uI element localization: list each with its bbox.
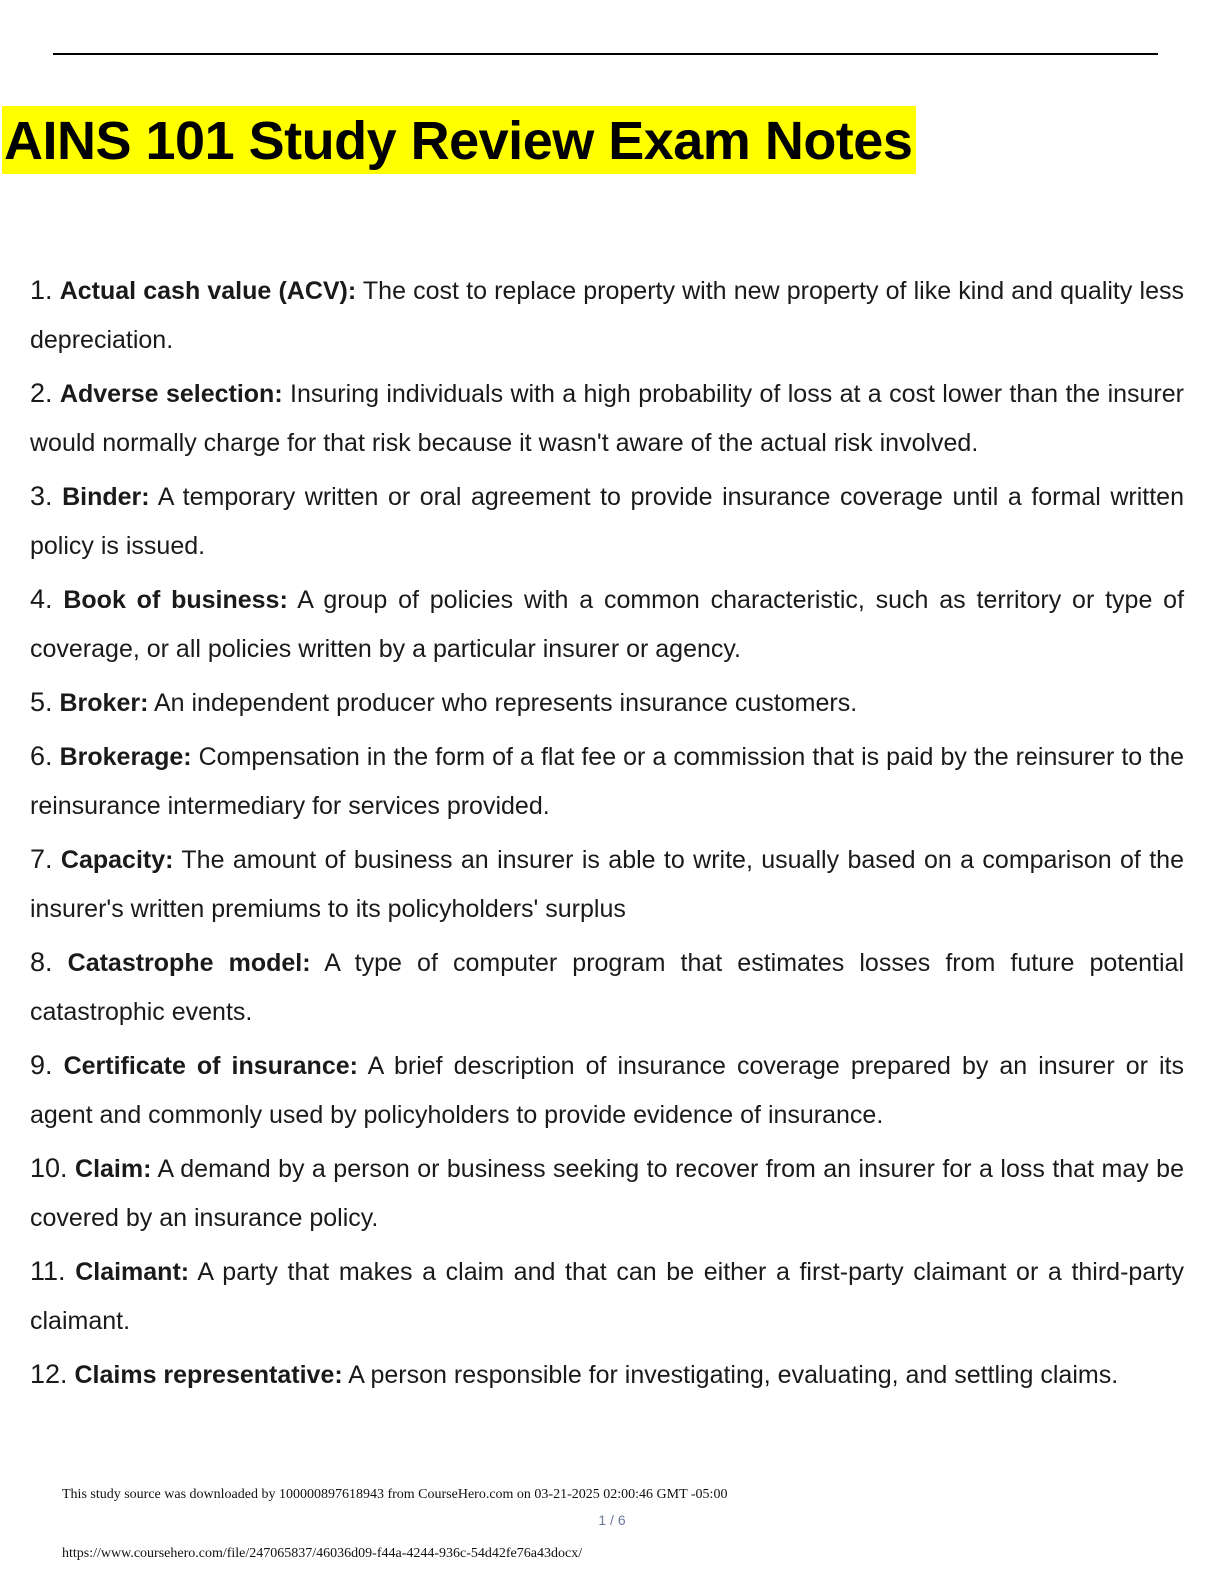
item-number: 12. bbox=[30, 1359, 68, 1389]
term-definition: A person responsible for investigating, evaluating, and settling claims. bbox=[342, 1361, 1119, 1389]
glossary-item bbox=[30, 1041, 1184, 1140]
term-name: Book of business: bbox=[63, 586, 288, 614]
term-definition: A group of policies with a common characteristic, such as territory or type of coverage, or all policies written by a particular insurer or agency. bbox=[30, 586, 1185, 663]
glossary-item bbox=[30, 678, 1184, 728]
item-number: 1. bbox=[30, 275, 53, 305]
page-indicator: 1 / 6 bbox=[598, 1512, 626, 1528]
glossary-item bbox=[30, 835, 1184, 934]
item-number: 10. bbox=[30, 1153, 68, 1183]
term-name: Certificate of insurance: bbox=[63, 1052, 358, 1080]
download-source-note: This study source was downloaded by 100000897618943 from CourseHero.com on 03-21-2025 02:00:46 GMT -05:00 bbox=[62, 1487, 728, 1502]
item-number: 2. bbox=[30, 378, 53, 408]
glossary-list bbox=[30, 266, 1184, 1404]
glossary-item bbox=[30, 1144, 1184, 1243]
term-name: Actual cash value (ACV): bbox=[59, 277, 357, 305]
item-number: 7. bbox=[30, 844, 53, 874]
term-name: Claims representative: bbox=[74, 1361, 343, 1389]
glossary-item bbox=[30, 472, 1184, 571]
source-url-link[interactable]: https://www.coursehero.com/file/247065837/46036d09-f44a-4244-936c-54d42fe76a43docx/ bbox=[62, 1546, 583, 1561]
term-name: Capacity: bbox=[60, 846, 174, 874]
term-definition: A party that makes a claim and that can be either a first-party claimant or a third-party claimant. bbox=[30, 1258, 1184, 1335]
glossary-item bbox=[30, 1247, 1184, 1346]
item-number: 5. bbox=[30, 687, 53, 717]
term-definition: Compensation in the form of a flat fee or a commission that is paid by the reinsurer to the reinsurance intermediary for services provided. bbox=[30, 743, 1184, 820]
item-number: 11. bbox=[30, 1256, 66, 1286]
term-name: Broker: bbox=[59, 689, 149, 717]
term-definition: A demand by a person or business seeking to recover from an insurer for a loss that may be covered by an insurance policy. bbox=[30, 1155, 1184, 1232]
term-definition: A temporary written or oral agreement to provide insurance coverage until a formal written policy is issued. bbox=[30, 483, 1184, 560]
term-definition: Insuring individuals with a high probability of loss at a cost lower than the insurer would normally charge for that risk because it wasn't aware of the actual risk involved. bbox=[30, 380, 1184, 457]
term-name: Brokerage: bbox=[59, 743, 192, 771]
glossary-item bbox=[30, 575, 1184, 674]
item-number: 6. bbox=[30, 741, 53, 771]
item-number: 9. bbox=[30, 1050, 53, 1080]
top-horizontal-rule bbox=[53, 53, 1158, 55]
item-number: 4. bbox=[30, 584, 53, 614]
item-number: 3. bbox=[30, 481, 53, 511]
term-definition: A type of computer program that estimates losses from future potential catastrophic events. bbox=[30, 949, 1184, 1026]
glossary-item bbox=[30, 938, 1184, 1037]
term-name: Claim: bbox=[75, 1155, 152, 1183]
term-definition: An independent producer who represents insurance customers. bbox=[148, 689, 858, 717]
term-name: Adverse selection: bbox=[59, 380, 283, 408]
term-definition: The cost to replace property with new property of like kind and quality less depreciation. bbox=[30, 277, 1184, 354]
term-name: Claimant: bbox=[75, 1258, 190, 1286]
term-definition: The amount of business an insurer is able to write, usually based on a comparison of the insurer's written premiums to its policyholders' surplus bbox=[30, 846, 1184, 923]
term-definition: A brief description of insurance coverage prepared by an insurer or its agent and commonly used by policyholders to provide evidence of insurance. bbox=[30, 1052, 1184, 1129]
term-name: Catastrophe model: bbox=[67, 949, 311, 977]
glossary-item bbox=[30, 266, 1184, 365]
glossary-item bbox=[30, 732, 1184, 831]
document-title: AINS 101 Study Review Exam Notes bbox=[2, 106, 916, 174]
item-number: 8. bbox=[30, 947, 53, 977]
glossary-item bbox=[30, 369, 1184, 468]
glossary-item bbox=[30, 1350, 1184, 1400]
term-name: Binder: bbox=[62, 483, 150, 511]
